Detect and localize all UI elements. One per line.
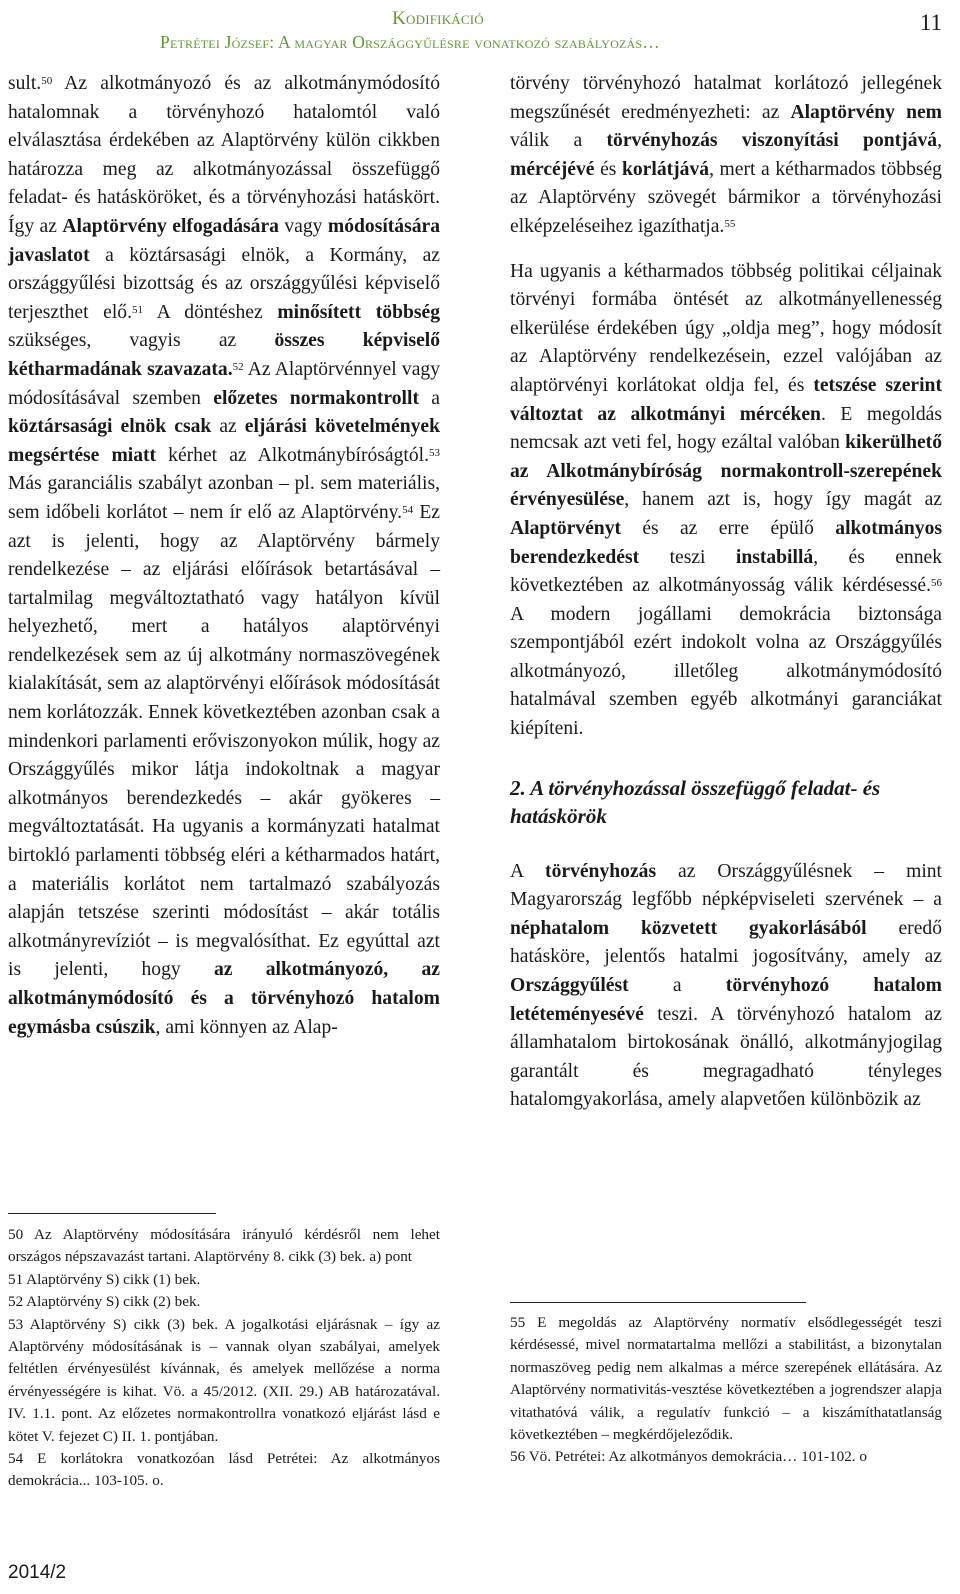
emphasis-text: korlátjává xyxy=(621,158,710,180)
footnote-ref: 56 xyxy=(931,577,942,590)
issue-number: 2014/2 xyxy=(8,1562,67,1583)
emphasis-text: Alaptörvény elfogadására xyxy=(62,215,279,237)
text-run: sult. xyxy=(8,73,42,94)
emphasis-text: Alaptörvényt xyxy=(510,517,622,539)
text-run: Az Alaptörvénnyel vagy módosításával szemben xyxy=(8,358,440,409)
emphasis-text: törvényhozás viszonyítási pontjává xyxy=(606,130,938,152)
footnote: 56 Vö. Petrétei: Az alkotmányos demokrácia… 101-102. o xyxy=(510,1448,867,1466)
text-run: teszi. A törvényhozó hatalom az államhatalom birtokosának önálló, alkotmányjogilag garantált és megragadható tényleges hatalomgyakorlása, amely alapvetően különbözik az xyxy=(510,1003,942,1111)
emphasis-text: mércéjévé xyxy=(510,158,595,180)
emphasis-text: minősített többség xyxy=(277,301,441,323)
emphasis-text: előzetes normakontrollt xyxy=(213,387,419,409)
emphasis-text: Országgyűlést xyxy=(510,975,629,997)
footnote-ref: 52 xyxy=(232,360,244,373)
text-run: teszi xyxy=(639,546,736,568)
emphasis-text: eljárási követelmények megsértése miatt xyxy=(8,416,440,466)
page-number: 11 xyxy=(919,10,942,35)
text-run: eredő hatásköre, jelentős hatalmi jogosítvány, amely az xyxy=(510,917,942,968)
emphasis-text: köztársasági elnök csak xyxy=(8,416,212,438)
text-run: törvény törvényhozó hatalmat korlátozó jellegének megszűnését eredményezheti: az xyxy=(510,73,942,123)
running-head xyxy=(0,6,960,56)
right-column xyxy=(510,70,942,1115)
footnotes-left xyxy=(8,1224,440,1493)
text-run: kérhet az Alkotmánybíróságtól. xyxy=(156,444,430,466)
footnote-ref: 55 xyxy=(724,217,736,230)
emphasis-text: kikerülhető az Alkotmánybíróság normakontroll-szerepének érvényesülése xyxy=(510,432,942,511)
footnote: 55 E megoldás az Alaptörvény normatív elsődlegességét teszi kérdésessé, mivel normatartalma mellőzi a stabilitást, a bizonytalan normaszöveg pedig nem alkalmas a mérce szerepének ellátására. Az Alaptörvény normativitás-vesztése következtében a jogrendszer alapja vitathatóvá válik, a regulatív funkció – a kiszámíthatatlanság következtében – megkérdőjeleződik. xyxy=(510,1314,942,1444)
footnote-ref: 54 xyxy=(402,503,414,516)
text-run: az Országgyűlésnek – mint Magyarország legfőbb népképviseleti szervének – a xyxy=(510,860,942,911)
text-run: a köztársasági elnök, a Kormány, az országgyűlési bizottság és az országgyűlési képviselő terjeszthet elő. xyxy=(8,244,440,323)
emphasis-text: törvényhozó hatalom letéteményesévé xyxy=(510,975,942,1025)
footnote: 52 Alaptörvény S) cikk (2) bek. xyxy=(8,1293,201,1311)
footnote: 53 Alaptörvény S) cikk (3) bek. A jogalkotási eljárásnak – így az Alaptörvény módosításának is – vannak olyan szabályai, amelyek feltétlen érvényesülést kívánnak, és amelyek mellőzése a norma érvényességére is kihat. Vö. a 45/2012. (XII. 29.) AB határozatával. IV. 1.1. pont. Az előzetes normakontrollra vonatkozó eljárást lásd e kötet V. fejezet C) II. 1. pontjában. xyxy=(8,1315,440,1445)
footnote-ref: 51 xyxy=(132,303,143,316)
paragraph xyxy=(510,70,942,242)
section-heading: 2. A törvényhozással összefüggő feladat- és hatáskörök xyxy=(510,775,881,828)
footnote-separator xyxy=(8,1213,216,1214)
text-run: és xyxy=(594,158,622,180)
footnotes-right xyxy=(510,1312,942,1469)
text-run: az xyxy=(211,416,245,438)
footnote-ref: 50 xyxy=(41,75,53,87)
paragraph xyxy=(510,858,942,1115)
journal-section-title: Kodifikáció xyxy=(392,8,484,29)
emphasis-text: instabillá xyxy=(735,546,814,568)
emphasis-text: módosítására javaslatot xyxy=(8,215,441,266)
article-running-title: Petrétei József: A magyar Országgyűlésre vonatkozó szabályozás… xyxy=(160,32,660,52)
footnote-separator xyxy=(510,1302,806,1303)
emphasis-text: törvényhozás xyxy=(545,860,657,882)
text-run: , hanem azt is, hogy így magát az xyxy=(624,489,942,511)
text-run: A döntéshez xyxy=(143,301,278,323)
text-run: válik a xyxy=(510,130,607,152)
text-run: a xyxy=(628,975,726,997)
text-run: , ami könnyen az Alap- xyxy=(155,1016,338,1038)
emphasis-text: néphatalom közvetett gyakorlásából xyxy=(510,917,867,939)
emphasis-text: összes képviselő kétharmadának szavazata. xyxy=(8,330,441,380)
text-run: Ha ugyanis a kétharmados többség politikai céljainak törvényi formába öntését az alkotmányellenesség elkerülése érdekében úgy „oldja meg”, hogy módosít az Alaptörvény rendelkezésein, ezzel valójában az alaptörvényi korlátokat oldja fel, és xyxy=(510,260,942,396)
paragraph xyxy=(510,258,942,744)
text-run: a xyxy=(418,387,440,409)
text-run: vagy xyxy=(278,215,328,237)
text-run: és az erre épülő xyxy=(621,517,836,539)
emphasis-text: alkotmányos berendezkedést xyxy=(510,517,942,568)
footnote: 51 Alaptörvény S) cikk (1) bek. xyxy=(8,1270,201,1288)
emphasis-text: tetszése szerint változtat az alkotmányi mércéken xyxy=(510,374,942,425)
text-run: Az alkotmányozó és az alkotmánymódosító hatalomnak a törvényhozó hatalomtól való elválasztása érdekében az Alaptörvény külön cikkben határozza meg az alkotmányozással összefüggő feladat- és hatásköröket, és a törvényhozási hatáskört. Így az xyxy=(8,73,440,237)
text-run: A xyxy=(510,860,546,882)
footnote-ref: 53 xyxy=(429,446,441,459)
paragraph xyxy=(8,70,440,1042)
text-run: Más garanciális szabályt azonban – pl. sem materiális, sem időbeli korlátot – nem ír elő az Alaptörvény. xyxy=(8,473,440,523)
text-run: szükséges, vagyis az xyxy=(8,330,275,352)
footnote: 54 E korlátokra vonatkozóan lásd Petrétei: Az alkotmányos demokrácia... 103-105. o. xyxy=(8,1450,440,1490)
text-run: , és ennek következtében az alkotmányosság válik kérdésessé. xyxy=(510,546,942,597)
text-run: A modern jogállami demokrácia biztonsága szempontjából ezért indokolt volna az Országgyűlés alkotmányozó, illetőleg alkotmánymódosító hatalmával szemben egyéb alkotmányi garanciákat kiépíteni. xyxy=(510,603,942,740)
text-run: Ez azt is jelenti, hogy az Alaptörvény bármely rendelkezése – az eljárási előírások betartásával – tartalmilag megváltoztatható vagy hatályon kívül helyezhető, mert a hatályos alaptörvényi rendelkezések sem az új alkotmány normaszövegének kialakítását, sem az alaptörvényi előírások módosítását nem korlátozzák. Ennek következtében azonban csak a mindenkori parlamenti erőviszonyokon múlik, hogy az Országgyűlés mikor látja indokoltnak a magyar alkotmányos berendezkedés – akár gyökeres – megváltoztatását. Ha ugyanis a kormányzati hatalmat birtokló parlamenti többség eléri a kétharmados határt, a materiális korlátot nem tartalmazó szabályozás alapján tetszése szerinti módosítást – akár totális alkotmányrevíziót – is megvalósíthat. Ez egyúttal azt is jelenti, hogy xyxy=(8,501,440,981)
text-run: . E megoldás nemcsak azt veti fel, hogy ezáltal valóban xyxy=(510,403,942,454)
emphasis-text: az alkotmányozó, az alkotmánymódosító és a törvényhozó hatalom egymásba csúszik xyxy=(8,959,440,1038)
footnote: 50 Az Alaptörvény módosítására irányuló kérdésről nem lehet országos népszavazást tartani. Alaptörvény 8. cikk (3) bek. a) pont xyxy=(8,1226,440,1266)
left-column xyxy=(8,70,440,1042)
text-run: , xyxy=(937,130,942,152)
emphasis-text: Alaptörvény nem xyxy=(790,101,942,123)
text-run: , mert a kétharmados többség az Alaptörvény szövegét bármikor a törvényhozási elképzeléseihez igazíthatja. xyxy=(510,158,942,237)
